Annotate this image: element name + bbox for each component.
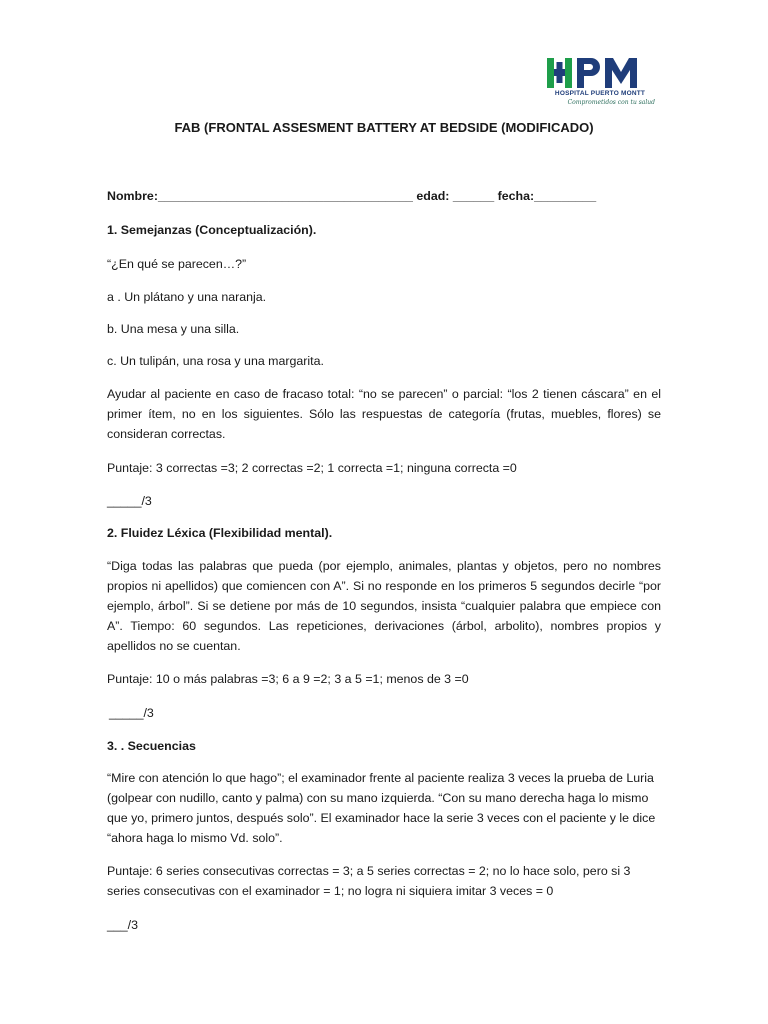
- hospital-slogan: Comprometidos con tu salud: [567, 99, 655, 106]
- section-1-score: Puntaje: 3 correctas =3; 2 correctas =2; 1 correcta =1; ninguna correcta =0: [107, 461, 517, 475]
- section-3-heading: 3. . Secuencias: [107, 739, 196, 753]
- section-2-score: Puntaje: 10 o más palabras =3; 6 a 9 =2; 3 a 5 =1; menos de 3 =0: [107, 672, 469, 686]
- section-1-item-a: a . Un plátano y una naranja.: [107, 290, 267, 304]
- hospital-name: HOSPITAL PUERTO MONTT: [554, 90, 646, 97]
- section-1-item-c: c. Un tulipán, una rosa y una margarita.: [107, 354, 324, 368]
- section-2-score-blank: _____/3: [109, 706, 154, 720]
- section-1-prompt: “¿En qué se parecen…?”: [107, 257, 247, 271]
- section-2-heading: 2. Fluidez Léxica (Flexibilidad mental).: [107, 526, 333, 540]
- section-1-heading: 1. Semejanzas (Conceptualización).: [107, 223, 317, 237]
- hospital-logo: [545, 56, 655, 108]
- document-title: FAB (FRONTAL ASSESMENT BATTERY AT BEDSIDE (MODIFICADO): [174, 120, 594, 135]
- section-3-score: Puntaje: 6 series consecutivas correctas = 3; a 5 series correctas = 2; no lo hace solo, pero si 3 series consecutivas con el examinador = 1; no logra ni siquiera imitar 3 veces = 0: [107, 864, 631, 898]
- section-1-score-blank: _____/3: [107, 494, 152, 508]
- hpm-logo-icon: [545, 56, 655, 90]
- section-1-instructions: Ayudar al paciente en caso de fracaso total: “no se parecen” o parcial: “los 2 tienen cáscara” en el primer ítem, no en los siguientes. Sólo las respuestas de categoría (frutas, muebles, flores) se consideran correctas.: [107, 387, 661, 441]
- section-2-instructions: “Diga todas las palabras que pueda (por ejemplo, animales, plantas y objetos, pero no nombres propios ni apellidos) que comiencen con A”. Si no responde en los primeros 5 segundos decirle “por ejemplo, árbol”. Si se detiene por más de 10 segundos, insista “cualquier palabra que empiece con A”. Tiempo: 60 segundos. Las repeticiones, derivaciones (árbol, arbolito), nombres propios y apellidos no se cuentan.: [107, 559, 661, 653]
- section-3-instructions: “Mire con atención lo que hago”; el examinador frente al paciente realiza 3 veces la prueba de Luria (golpear con nudillo, canto y palma) con su mano izquierda. “Con su mano derecha haga lo mismo que yo, primero juntos, después solo”. El examinador hace la serie 3 veces con el paciente y le dice “ahora haga lo mismo Vd. solo”.: [107, 771, 656, 845]
- section-3-score-blank: ___/3: [107, 918, 139, 932]
- section-1-item-b: b. Una mesa y una silla.: [107, 322, 240, 336]
- patient-info-line: Nombre:_____________________________________ edad: ______ fecha:_________: [107, 189, 597, 203]
